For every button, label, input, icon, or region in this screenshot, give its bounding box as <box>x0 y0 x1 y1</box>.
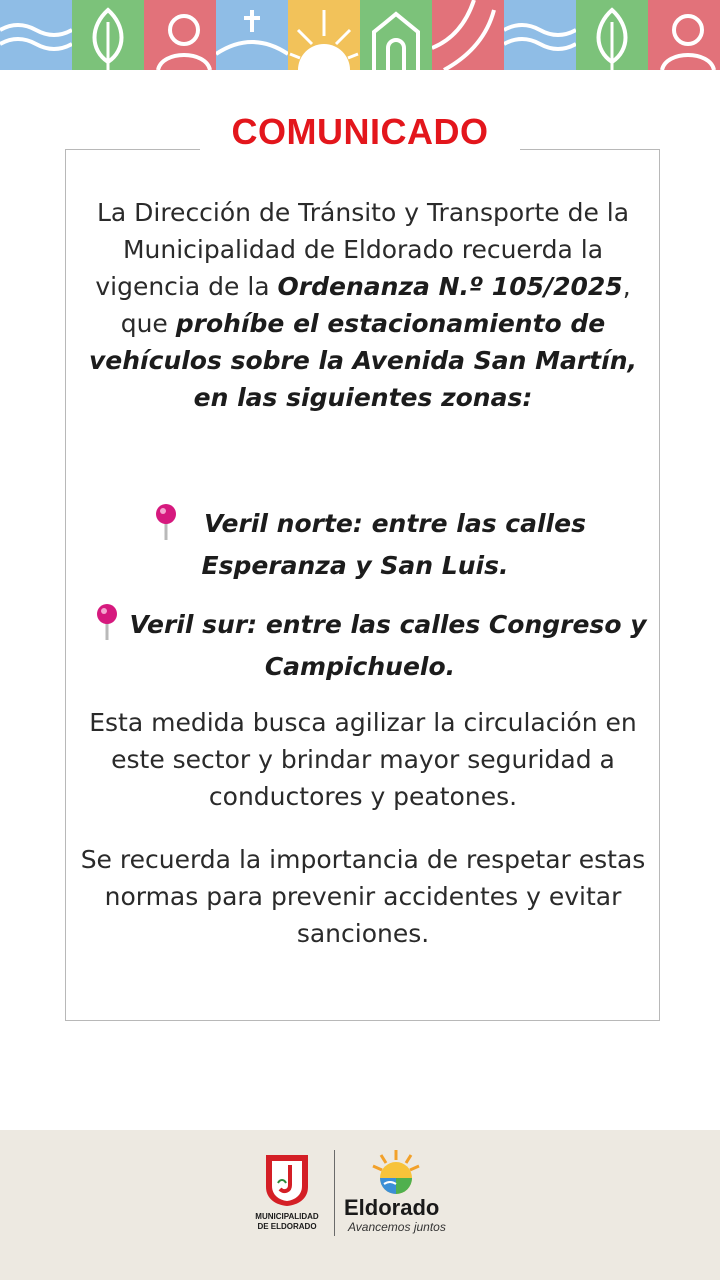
brand-tagline: Avancemos juntos <box>348 1220 446 1234</box>
municipality-line2: DE ELDORADO <box>257 1222 317 1231</box>
leaf-tile-2 <box>576 0 648 70</box>
zone-south-line2: Campichuelo. <box>264 652 456 681</box>
leaf-tile <box>72 0 144 70</box>
page-title: COMUNICADO <box>200 108 520 156</box>
decorative-banner <box>0 0 720 70</box>
wave-tile-2 <box>504 0 576 70</box>
reminder-paragraph: Se recuerda la importancia de respetar estas normas para prevenir accidentes y evitar sanciones. <box>80 845 646 948</box>
person-tile-2 <box>648 0 720 70</box>
wave-tile-red <box>432 0 504 70</box>
measure-paragraph: Esta medida busca agilizar la circulación en este sector y brindar mayor seguridad a conductores y peatones. <box>89 708 637 811</box>
brand-name: Eldorado <box>344 1195 440 1220</box>
eldorado-sun-logo <box>371 1148 421 1198</box>
church-tile <box>216 0 288 70</box>
municipality-label <box>246 1212 328 1232</box>
house-tile <box>360 0 432 70</box>
intro-text-2: , que <box>120 272 631 338</box>
intro-text-1: La Dirección de Tránsito y Transporte de la Municipalidad de Eldorado recuerda la vigencia de la <box>95 198 630 301</box>
intro-paragraph <box>72 194 654 416</box>
municipality-line1: MUNICIPALIDAD <box>255 1212 319 1221</box>
footer-divider <box>334 1150 335 1236</box>
sun-tile <box>288 0 360 70</box>
zone-north-line2: Esperanza y San Luis. <box>201 551 509 580</box>
municipal-crest-icon <box>264 1153 310 1207</box>
zone-south-line1: Veril sur: entre las calles Congreso y <box>129 610 647 639</box>
location-pin-icon <box>94 602 120 642</box>
zone-north-line1: Veril norte: entre las calles <box>204 509 586 538</box>
wave-tile <box>0 0 72 70</box>
prohibition-text: prohíbe el estacionamiento de vehículos sobre la Avenida San Martín, en las siguientes zonas: <box>89 309 637 412</box>
location-pin-icon <box>153 502 179 542</box>
ordinance-number: Ordenanza N.º 105/2025 <box>277 272 623 301</box>
person-tile <box>144 0 216 70</box>
